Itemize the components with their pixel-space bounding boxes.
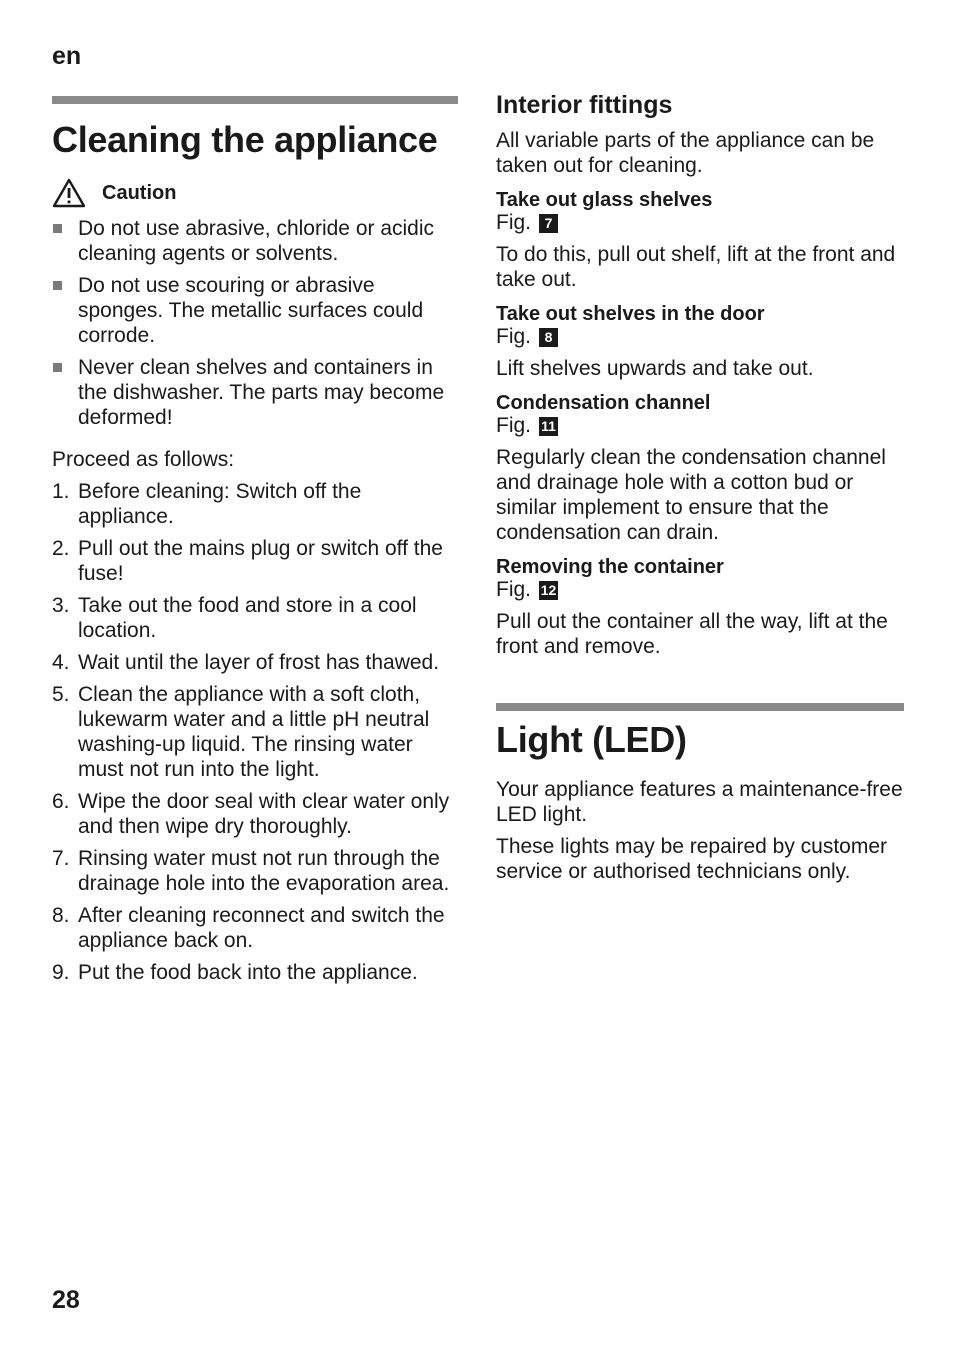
caution-item-text: Never clean shelves and containers in the dishwasher. The parts may become deformed! [78,356,445,429]
section-rule [52,96,458,104]
bullet-icon [53,224,62,233]
cleaning-title: Cleaning the appliance [52,119,438,160]
step-number: 1. [52,480,70,503]
fig-label: Fig. [496,578,532,601]
subsection-removing-container [496,555,904,659]
step-number: 4. [52,651,70,674]
list-item [52,682,458,782]
subsection-text: Pull out the container all the way, lift at the front and remove. [496,610,888,658]
subsection-door-shelves [496,302,904,381]
subsection-heading: Removing the container [496,556,724,578]
step-text: Wipe the door seal with clear water only and then wipe dry thoroughly. [78,790,450,838]
interior-intro: All variable parts of the appliance can be taken out for cleaning. [496,129,875,177]
list-item [52,789,458,839]
page-number: 28 [52,1286,80,1314]
step-number: 2. [52,537,70,560]
bullet-icon [53,281,62,290]
step-text: Put the food back into the appliance. [78,961,418,984]
language-label: en [52,42,82,70]
fig-number: 7 [539,214,558,233]
subsection-text: Lift shelves upwards and take out. [496,357,814,380]
steps-list [52,479,458,985]
bullet-icon [53,363,62,372]
list-item [52,650,458,675]
list-item [52,903,458,953]
subsection-condensation-channel [496,391,904,545]
caution-item-text: Do not use abrasive, chloride or acidic cleaning agents or solvents. [78,217,435,265]
step-number: 3. [52,594,70,617]
list-item [52,593,458,643]
step-text: Clean the appliance with a soft cloth, lukewarm water and a little pH neutral washing-up liquid. The rinsing water must not run into the light. [78,683,430,781]
interior-title: Interior fittings [496,91,673,119]
step-number: 7. [52,847,70,870]
step-text: Wait until the layer of frost has thawed. [78,651,440,674]
step-text: Before cleaning: Switch off the appliance. [78,480,362,528]
list-item [52,536,458,586]
list-item [52,960,458,985]
fig-label: Fig. [496,325,532,348]
warning-triangle-icon [52,178,86,208]
list-item [52,216,458,266]
subsection-text: To do this, pull out shelf, lift at the front and take out. [496,243,896,291]
subsection-glass-shelves [496,188,904,292]
subsection-text: Regularly clean the condensation channel and drainage hole with a cotton bud or similar implement to ensure that the condensation can drain. [496,446,886,544]
light-paragraph: These lights may be repaired by customer service or authorised technicians only. [496,835,888,883]
step-number: 6. [52,790,70,813]
figure-reference [496,212,904,234]
caution-label: Caution [102,181,177,204]
list-item [52,355,458,430]
interior-section [496,88,904,884]
list-item [52,846,458,896]
proceed-text: Proceed as follows: [52,448,235,471]
light-title: Light (LED) [496,719,687,760]
caution-heading [52,176,458,210]
fig-label: Fig. [496,414,532,437]
list-item [52,479,458,529]
light-paragraph: Your appliance features a maintenance-free LED light. [496,778,903,826]
step-text: After cleaning reconnect and switch the appliance back on. [78,904,445,952]
fig-label: Fig. [496,211,532,234]
subsection-heading: Condensation channel [496,392,711,414]
step-number: 8. [52,904,70,927]
section-rule [496,703,904,711]
step-text: Pull out the mains plug or switch off the fuse! [78,537,443,585]
step-number: 9. [52,961,70,984]
figure-reference [496,579,904,601]
figure-reference [496,326,904,348]
caution-item-text: Do not use scouring or abrasive sponges. The metallic surfaces could corrode. [78,274,424,347]
subsection-heading: Take out glass shelves [496,189,713,211]
figure-reference [496,415,904,437]
step-text: Rinsing water must not run through the drainage hole into the evaporation area. [78,847,450,895]
list-item [52,273,458,348]
step-number: 5. [52,683,70,706]
cleaning-section [52,96,458,992]
fig-number: 8 [539,328,558,347]
step-text: Take out the food and store in a cool location. [78,594,417,642]
subsection-heading: Take out shelves in the door [496,303,765,325]
fig-number: 12 [540,581,557,598]
fig-number: 11 [539,417,558,436]
caution-list [52,216,458,430]
